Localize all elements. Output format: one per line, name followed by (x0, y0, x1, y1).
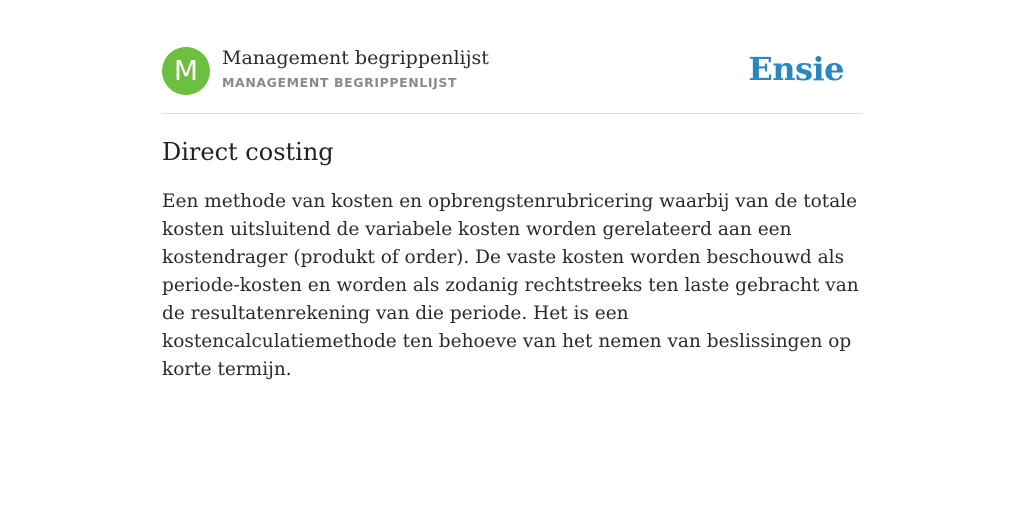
source-subtitle: MANAGEMENT BEGRIPPENLIJST (222, 75, 458, 90)
source-avatar[interactable]: M (162, 47, 210, 95)
source-header (162, 46, 862, 114)
source-title[interactable]: Management begrippenlijst (222, 47, 489, 69)
term-title: Direct costing (162, 138, 334, 166)
page-container (162, 46, 862, 384)
term-definition: Een methode van kosten en opbrengstenrubricering waarbij van de totale kosten uitsluitend de variabele kosten worden gerelateerd aan een kostendrager (produkt of order). De vaste kosten worden beschouwd als periode-kosten en worden als zodanig rechtstreeks ten laste gebracht van de resultatenrekening van die periode. Het is een kostencalculatiemethode ten behoeve van het nemen van beslissingen op korte termijn. (162, 191, 859, 380)
ensie-logo[interactable]: Ensie (748, 50, 844, 88)
